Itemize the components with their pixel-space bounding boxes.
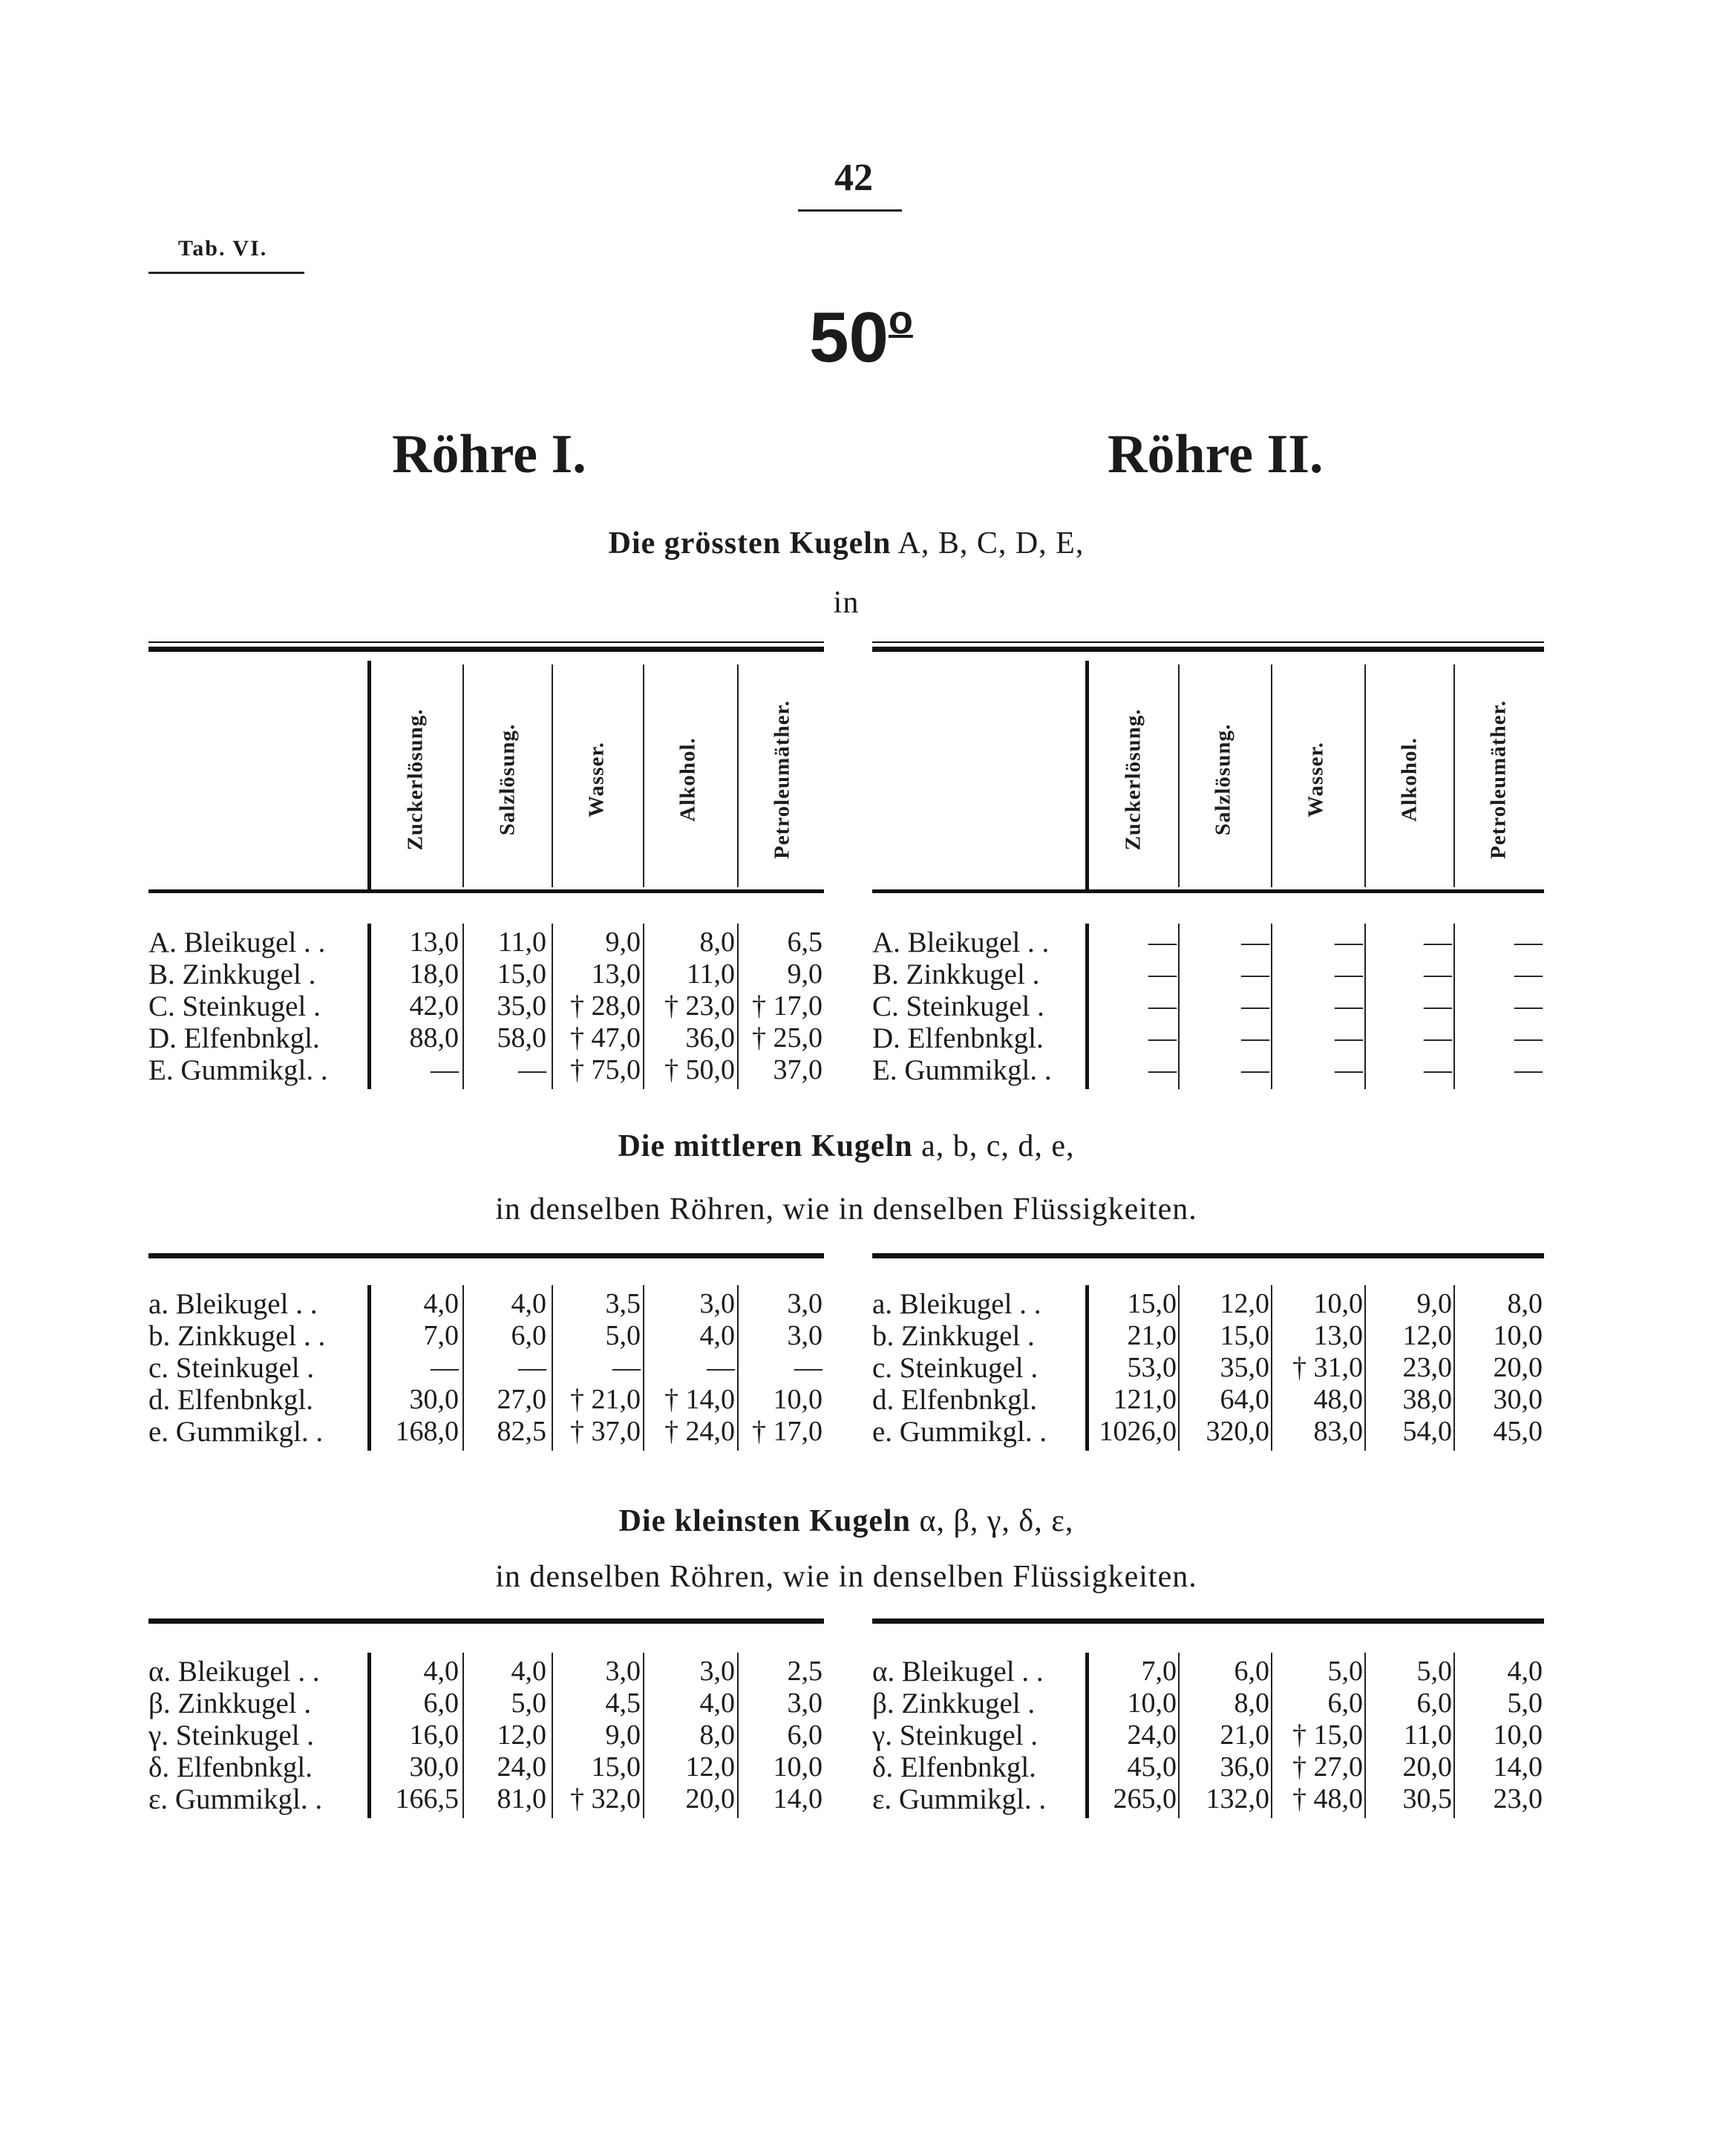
cell-value: 6,5	[787, 927, 822, 958]
row-label: γ. Steinkugel .	[148, 1719, 315, 1751]
table-3-right	[872, 1656, 1544, 1817]
table-1-top-thin-rule-right	[872, 641, 1544, 643]
table-row	[872, 927, 1544, 958]
page-number-rule	[798, 209, 902, 212]
row-label: a. Bleikugel . .	[872, 1288, 1041, 1320]
cell-value: 6,0	[787, 1719, 822, 1751]
cell-value: 8,0	[1234, 1688, 1269, 1719]
row-label: D. Elfenbnkgl.	[148, 1022, 320, 1054]
row-label: E. Gummikgl. .	[148, 1054, 328, 1086]
table-row	[148, 1416, 824, 1448]
row-label: ε. Gummikgl. .	[148, 1783, 323, 1815]
section-2-caption: Die mittleren Kugeln a, b, c, d, e,	[618, 1129, 1075, 1163]
cell-value: 8,0	[699, 1719, 735, 1751]
cell-value: 6,0	[511, 1320, 546, 1351]
row-label: e. Gummikgl. .	[148, 1416, 324, 1448]
table-row	[872, 1416, 1544, 1448]
row-label: δ. Elfenbnkgl.	[872, 1751, 1036, 1783]
table-row	[872, 1783, 1544, 1815]
table-row	[148, 1688, 824, 1719]
cell-value: —	[1424, 1022, 1452, 1054]
row-label: α. Bleikugel . .	[148, 1656, 320, 1688]
cell-value: 121,0	[1113, 1384, 1177, 1415]
cell-value: 11,0	[686, 958, 735, 990]
cell-value: 45,0	[1127, 1751, 1177, 1783]
row-label: β. Zinkkugel .	[872, 1688, 1036, 1719]
cell-value: —	[1241, 1022, 1269, 1054]
cell-value: 4,0	[1507, 1656, 1543, 1687]
cell-value: 13,0	[1313, 1320, 1363, 1351]
header-col-1-left: Zuckerlösung.	[403, 708, 428, 851]
cell-value: —	[794, 1352, 822, 1383]
table-row	[148, 927, 824, 958]
header-col-5-right: Petroleumäther.	[1486, 700, 1511, 859]
table-row	[872, 1688, 1544, 1719]
table-row	[872, 1384, 1544, 1416]
table-row	[872, 1320, 1544, 1352]
cell-value: 5,0	[511, 1688, 546, 1719]
cell-value: —	[1335, 958, 1363, 990]
section-3-caption-line2: in denselben Röhren, wie in denselben Flüssigkeiten.	[495, 1560, 1197, 1594]
cell-value: 23,0	[1493, 1783, 1543, 1814]
table-1-right	[872, 927, 1544, 1088]
cell-value: 9,0	[605, 1719, 641, 1751]
cell-value: —	[1335, 990, 1363, 1022]
cell-value: 23,0	[1402, 1352, 1452, 1383]
table-row	[148, 1783, 824, 1815]
cell-value: † 21,0	[570, 1384, 641, 1415]
cell-value: —	[1514, 1022, 1543, 1054]
cell-value: 8,0	[1507, 1288, 1543, 1319]
header-bottom-rule-right	[872, 889, 1544, 893]
cell-value: † 32,0	[570, 1783, 641, 1814]
table-row	[148, 1288, 824, 1320]
cell-value: 14,0	[773, 1783, 822, 1814]
cell-value: 4,5	[605, 1688, 641, 1719]
cell-value: † 75,0	[570, 1054, 641, 1085]
cell-value: —	[1335, 1022, 1363, 1054]
table-row	[872, 958, 1544, 990]
cell-value: 15,0	[591, 1751, 641, 1783]
tube-right-title: Röhre II.	[1108, 424, 1324, 485]
cell-value: —	[1424, 927, 1452, 958]
cell-value: —	[1335, 927, 1363, 958]
table-2-left	[148, 1288, 824, 1450]
row-label: d. Elfenbnkgl.	[148, 1384, 314, 1416]
cell-value: 82,5	[497, 1416, 546, 1447]
cell-value: 8,0	[699, 927, 735, 958]
cell-value: 21,0	[1127, 1320, 1177, 1351]
cell-value: 20,0	[1402, 1751, 1452, 1783]
cell-value: 21,0	[1220, 1719, 1269, 1751]
table-row	[872, 1022, 1544, 1054]
cell-value: 6,0	[1416, 1688, 1452, 1719]
table-2-top-rule-right	[872, 1253, 1544, 1258]
cell-value: 10,0	[1493, 1320, 1543, 1351]
cell-value: —	[518, 1352, 546, 1383]
cell-value: 4,0	[511, 1288, 546, 1319]
cell-value: 6,0	[1327, 1688, 1363, 1719]
table-1-top-rule-left	[148, 647, 824, 652]
cell-value: † 15,0	[1292, 1719, 1363, 1751]
cell-value: —	[1148, 1054, 1177, 1085]
cell-value: 7,0	[423, 1320, 459, 1351]
cell-value: 10,0	[1493, 1719, 1543, 1751]
cell-value: —	[1241, 927, 1269, 958]
cell-value: 30,0	[409, 1384, 459, 1415]
header-col-2-right: Salzlösung.	[1211, 723, 1235, 836]
cell-value: 9,0	[1416, 1288, 1452, 1319]
table-row	[148, 1719, 824, 1751]
cell-value: —	[1148, 927, 1177, 958]
cell-value: 5,0	[605, 1320, 641, 1351]
cell-value: † 17,0	[752, 990, 822, 1022]
temperature-value: 50	[809, 298, 889, 377]
cell-value: 6,0	[1234, 1656, 1269, 1687]
cell-value: † 37,0	[570, 1416, 641, 1447]
row-label: β. Zinkkugel .	[148, 1688, 312, 1719]
cell-value: 53,0	[1127, 1352, 1177, 1383]
cell-value: 38,0	[1402, 1384, 1452, 1415]
cell-value: —	[1514, 958, 1543, 990]
cell-value: —	[1241, 958, 1269, 990]
cell-value: 20,0	[685, 1783, 735, 1814]
section-3-caption: Die kleinsten Kugeln α, β, γ, δ, ε,	[618, 1504, 1074, 1538]
cell-value: —	[1241, 990, 1269, 1022]
cell-value: 5,0	[1327, 1656, 1363, 1687]
cell-value: 20,0	[1493, 1352, 1543, 1383]
cell-value: 12,0	[1402, 1320, 1452, 1351]
cell-value: 54,0	[1402, 1416, 1452, 1447]
cell-value: 35,0	[497, 990, 546, 1022]
table-row	[872, 1656, 1544, 1688]
cell-value: 13,0	[409, 927, 459, 958]
cell-value: 1026,0	[1099, 1416, 1177, 1447]
row-label: C. Steinkugel .	[872, 990, 1044, 1022]
row-label: e. Gummikgl. .	[872, 1416, 1047, 1448]
cell-value: 42,0	[409, 990, 459, 1022]
row-label: E. Gummikgl. .	[872, 1054, 1052, 1086]
cell-value: † 25,0	[752, 1022, 822, 1054]
row-label: a. Bleikugel . .	[148, 1288, 318, 1320]
cell-value: 3,0	[699, 1288, 735, 1319]
cell-value: 64,0	[1220, 1384, 1269, 1415]
cell-value: 81,0	[497, 1783, 546, 1814]
cell-value: 10,0	[1127, 1688, 1177, 1719]
table-label-rule	[148, 272, 304, 274]
cell-value: 24,0	[497, 1751, 546, 1783]
cell-value: † 31,0	[1292, 1352, 1363, 1383]
row-label: C. Steinkugel .	[148, 990, 321, 1022]
table-row	[872, 990, 1544, 1022]
table-row	[148, 1320, 824, 1352]
cell-value: 24,0	[1127, 1719, 1177, 1751]
cell-value: 3,0	[787, 1320, 822, 1351]
table-2-right	[872, 1288, 1544, 1450]
cell-value: † 47,0	[570, 1022, 641, 1054]
cell-value: —	[431, 1352, 459, 1383]
table-1-top-rule-right	[872, 647, 1544, 652]
cell-value: 13,0	[591, 958, 641, 990]
cell-value: † 50,0	[664, 1054, 735, 1085]
cell-value: 35,0	[1220, 1352, 1269, 1383]
cell-value: 10,0	[773, 1751, 822, 1783]
cell-value: 4,0	[699, 1320, 735, 1351]
header-col-4-right: Alkohol.	[1397, 737, 1422, 822]
cell-value: 88,0	[409, 1022, 459, 1054]
cell-value: 168,0	[395, 1416, 459, 1447]
row-label: B. Zinkkugel .	[872, 958, 1040, 990]
cell-value: † 28,0	[570, 990, 641, 1022]
row-label: d. Elfenbnkgl.	[872, 1384, 1038, 1416]
table-1-top-thin-rule-left	[148, 641, 824, 643]
tube-left-title: Röhre I.	[392, 424, 586, 485]
row-label: A. Bleikugel . .	[148, 927, 326, 958]
temperature-heading	[742, 297, 980, 379]
cell-value: —	[1424, 1054, 1452, 1085]
row-label: b. Zinkkugel . .	[148, 1320, 326, 1352]
cell-value: —	[1148, 1022, 1177, 1054]
cell-value: 3,5	[605, 1288, 641, 1319]
cell-value: 36,0	[685, 1022, 735, 1054]
temperature-degree: o	[888, 298, 913, 342]
row-label: B. Zinkkugel .	[148, 958, 316, 990]
cell-value: 27,0	[497, 1384, 546, 1415]
cell-value: 15,0	[1127, 1288, 1177, 1319]
table-row	[872, 1352, 1544, 1384]
table-row	[148, 990, 824, 1022]
cell-value: 9,0	[787, 958, 822, 990]
cell-value: 2,5	[787, 1656, 822, 1687]
table-row	[148, 1352, 824, 1384]
cell-value: † 24,0	[664, 1416, 735, 1447]
cell-value: 166,5	[395, 1783, 459, 1814]
cell-value: —	[1148, 958, 1177, 990]
cell-value: —	[612, 1352, 641, 1383]
cell-value: 3,0	[787, 1688, 822, 1719]
cell-value: —	[1424, 990, 1452, 1022]
cell-value: † 17,0	[752, 1416, 822, 1447]
cell-value: —	[1241, 1054, 1269, 1085]
cell-value: 5,0	[1507, 1688, 1543, 1719]
cell-value: 9,0	[605, 927, 641, 958]
table-row	[148, 1384, 824, 1416]
cell-value: 12,0	[497, 1719, 546, 1751]
cell-value: 48,0	[1313, 1384, 1363, 1415]
cell-value: 3,0	[605, 1656, 641, 1687]
cell-value: —	[1514, 1054, 1543, 1085]
cell-value: 265,0	[1113, 1783, 1177, 1814]
row-label: γ. Steinkugel .	[872, 1719, 1039, 1751]
cell-value: —	[518, 1054, 546, 1085]
table-row	[148, 1022, 824, 1054]
cell-value: 10,0	[773, 1384, 822, 1415]
cell-value: 3,0	[699, 1656, 735, 1687]
table-row	[872, 1751, 1544, 1783]
cell-value: † 48,0	[1292, 1783, 1363, 1814]
cell-value: 4,0	[423, 1288, 459, 1319]
row-label: α. Bleikugel . .	[872, 1656, 1044, 1688]
cell-value: 132,0	[1206, 1783, 1269, 1814]
cell-value: —	[1514, 990, 1543, 1022]
cell-value: 14,0	[1493, 1751, 1543, 1783]
row-label: c. Steinkugel .	[148, 1352, 315, 1384]
row-label: b. Zinkkugel .	[872, 1320, 1035, 1352]
cell-value: 15,0	[1220, 1320, 1269, 1351]
table-3-top-rule-right	[872, 1618, 1544, 1624]
table-row	[872, 1054, 1544, 1086]
section-1-caption: Die grössten Kugeln A, B, C, D, E,	[608, 526, 1085, 561]
cell-value: 4,0	[423, 1656, 459, 1687]
cell-value: 6,0	[423, 1688, 459, 1719]
cell-value: 15,0	[497, 958, 546, 990]
table-3-top-rule-left	[148, 1618, 824, 1624]
cell-value: —	[1424, 958, 1452, 990]
cell-value: 12,0	[1220, 1288, 1269, 1319]
cell-value: 18,0	[409, 958, 459, 990]
row-label: c. Steinkugel .	[872, 1352, 1039, 1384]
cell-value: 30,0	[409, 1751, 459, 1783]
cell-value: 11,0	[1403, 1719, 1452, 1751]
table-row	[148, 1656, 824, 1688]
cell-value: 4,0	[511, 1656, 546, 1687]
table-3-left	[148, 1656, 824, 1817]
cell-value: —	[1514, 927, 1543, 958]
cell-value: 16,0	[409, 1719, 459, 1751]
row-label: D. Elfenbnkgl.	[872, 1022, 1044, 1054]
row-label: A. Bleikugel . .	[872, 927, 1050, 958]
cell-value: 30,0	[1493, 1384, 1543, 1415]
cell-value: 30,5	[1402, 1783, 1452, 1814]
header-col-3-left: Wasser.	[584, 742, 609, 817]
cell-value: 10,0	[1313, 1288, 1363, 1319]
section-2-caption-line2: in denselben Röhren, wie in denselben Flüssigkeiten.	[495, 1192, 1197, 1226]
cell-value: † 14,0	[664, 1384, 735, 1415]
cell-value: † 23,0	[664, 990, 735, 1022]
table-row	[148, 1751, 824, 1783]
row-label: δ. Elfenbnkgl.	[148, 1751, 313, 1783]
section-1-caption-line2: in	[833, 586, 860, 620]
table-row	[872, 1719, 1544, 1751]
cell-value: 45,0	[1493, 1416, 1543, 1447]
table-2-top-rule-left	[148, 1253, 824, 1258]
cell-value: 7,0	[1141, 1656, 1177, 1687]
cell-value: 58,0	[497, 1022, 546, 1054]
header-col-5-left: Petroleumäther.	[770, 700, 794, 859]
cell-value: 320,0	[1206, 1416, 1269, 1447]
cell-value: —	[707, 1352, 735, 1383]
cell-value: —	[431, 1054, 459, 1085]
cell-value: 3,0	[787, 1288, 822, 1319]
table-1-left	[148, 927, 824, 1088]
cell-value: —	[1148, 990, 1177, 1022]
row-label: ε. Gummikgl. .	[872, 1783, 1047, 1815]
header-col-1-right: Zuckerlösung.	[1121, 708, 1145, 851]
cell-value: 37,0	[773, 1054, 822, 1085]
page-number: 42	[834, 157, 873, 199]
cell-value: 11,0	[497, 927, 546, 958]
table-row	[148, 1054, 824, 1086]
header-bottom-rule-left	[148, 889, 824, 893]
header-col-3-right: Wasser.	[1304, 742, 1328, 817]
cell-value: † 27,0	[1292, 1751, 1363, 1783]
cell-value: 12,0	[685, 1751, 735, 1783]
header-col-4-left: Alkohol.	[676, 737, 700, 822]
cell-value: 4,0	[699, 1688, 735, 1719]
table-row	[872, 1288, 1544, 1320]
table-row	[148, 958, 824, 990]
table-label: Tab. VI.	[178, 236, 268, 261]
cell-value: 5,0	[1416, 1656, 1452, 1687]
header-col-2-left: Salzlösung.	[495, 723, 520, 836]
cell-value: —	[1335, 1054, 1363, 1085]
cell-value: 36,0	[1220, 1751, 1269, 1783]
cell-value: 83,0	[1313, 1416, 1363, 1447]
